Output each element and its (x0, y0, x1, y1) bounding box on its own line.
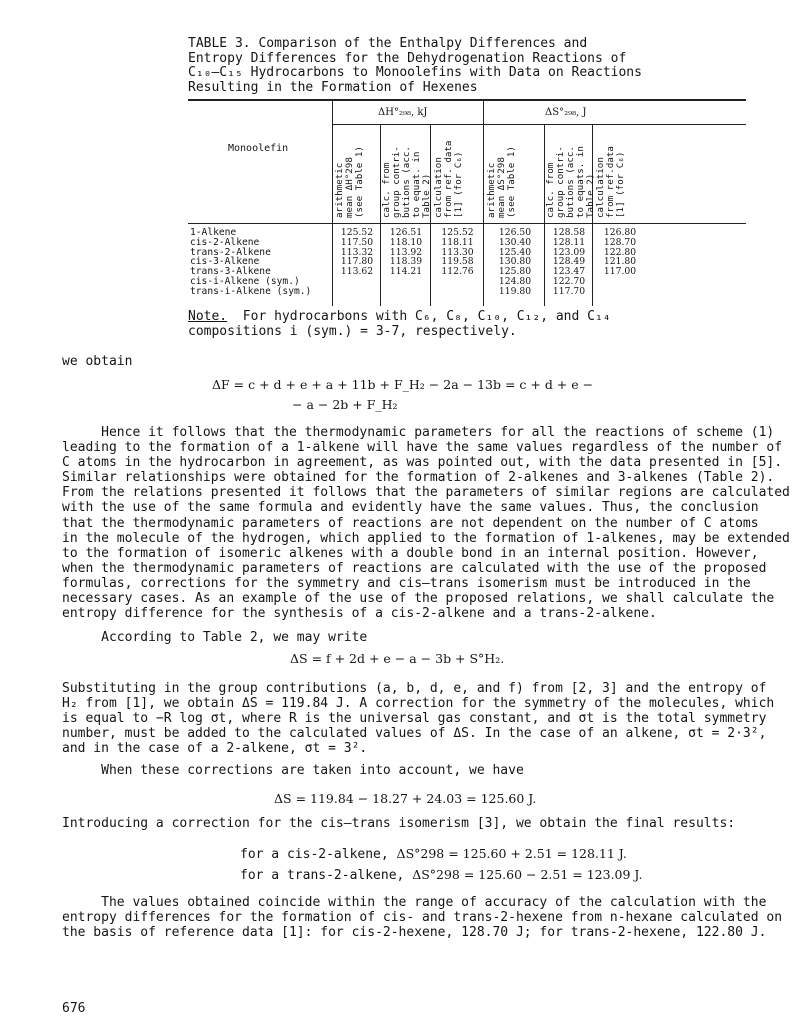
we-obtain-text: we obtain (62, 354, 133, 369)
col-header-entropy-ref: calculation from ref.data [1] (for C₆) (595, 146, 626, 218)
text-line: in the molecule of the hydrogen, which applied to the formation of 1-alkenes, may be extended (62, 530, 790, 546)
group-divider-rule (332, 124, 746, 125)
table-cell: 119.58 (441, 256, 474, 268)
corrections-text: When these corrections are taken into account, we have (62, 763, 524, 778)
text-line: the basis of reference data [1]: for cis-2-hexene, 128.70 J; for trans-2-hexene, 122.80 J. (62, 925, 767, 941)
text-line: necessary cases. As an example of the use of the proposed relations, we shall calculate the (62, 591, 775, 607)
caption-line: Resulting in the Formation of Hexenes (188, 79, 478, 95)
text-line: when the thermodynamic parameters of reactions are calculated with the use of the proposed (62, 560, 767, 576)
table-cell: 113.62 (340, 266, 374, 278)
table-cell: 112.76 (441, 266, 474, 278)
equation-delta-f-line2: − a − 2b + F_H₂ (292, 397, 398, 412)
row-name: cis-2-Alkene (190, 236, 260, 248)
final-trans-label: for a trans-2-alkene, (240, 868, 413, 883)
table-cell: 125.80 (498, 266, 532, 278)
table-cell: 114.21 (389, 266, 423, 278)
row-name: cis-3-Alkene (190, 256, 260, 268)
introducing-text: Introducing a correction for the cis–trans isomerism [3], we obtain the final results: (62, 816, 736, 831)
col-header-enthalpy-calc: calc. from group contri- butions (acc. to equat. in Table 2) (381, 146, 432, 218)
table-cell: 117.70 (552, 285, 586, 297)
note-label: Note. (188, 309, 228, 324)
equation-delta-s: ΔS = f + 2d + e − a − 3b + S°H₂. (290, 651, 505, 666)
data-column-entropy-calc (546, 228, 592, 297)
text-line: entropy difference for the synthesis of a cis-2-alkene and a trans-2-alkene. (62, 606, 657, 622)
table-cell: 118.11 (441, 236, 474, 248)
paragraph (62, 895, 783, 941)
table-cell: 113.30 (441, 246, 474, 258)
table-cell: 126.51 (389, 227, 423, 238)
data-column-entropy-mean (486, 228, 544, 297)
table-cell: 118.10 (389, 236, 423, 248)
table-cell: 118.39 (389, 256, 423, 268)
table-cell: 113.92 (389, 246, 423, 258)
final-cis-label: for a cis-2-alkene, (240, 847, 397, 862)
text-line: The values obtained coincide within the range of accuracy of the calculation with the (62, 895, 767, 910)
entropy-group-header: ΔS°₂₉₈, J (545, 107, 587, 118)
text-line: and in the case of a 2-alkene, σt = 3². (62, 741, 368, 757)
table-cell: 122.80 (603, 246, 637, 258)
col-header-enthalpy-mean: arithmetic mean ΔH°298 (see Table 1) (334, 146, 365, 218)
text-line: formulas, corrections for the symmetry and cis–trans isomerism must be introduced in the (62, 575, 751, 591)
final-trans-equation: ΔS°298 = 125.60 − 2.51 = 123.09 J. (412, 867, 643, 882)
text-line: leading to the formation of a 1-alkene will have the same values regardless of the number of (62, 440, 783, 456)
equation-delta-f-line1: ΔF = c + d + e + a + 11b + F_H₂ − 2a − 13b = c + d + e − (212, 377, 594, 392)
text-line: Hence it follows that the thermodynamic parameters for all the reactions of scheme (1) (62, 425, 775, 440)
table-cell: 124.80 (498, 275, 532, 287)
table-cell: 117.00 (603, 266, 637, 278)
enthalpy-group-header: ΔH°₂₉₈, kJ (378, 107, 428, 118)
data-column-enthalpy-mean (334, 228, 380, 277)
page-number: 676 (62, 1001, 86, 1016)
caption-line: Entropy Differences for the Dehydrogenation Reactions of (188, 50, 627, 66)
table-cell: 123.09 (552, 246, 586, 258)
table-cell: 128.49 (552, 256, 586, 268)
text-line: is equal to −R log σt, where R is the universal gas constant, and σt is the total symmetry (62, 711, 767, 727)
text-line: C atoms in the hydrocarbon in agreement, as was pointed out, with the data presented in [5]. (62, 455, 783, 471)
data-column-enthalpy-calc (382, 228, 430, 277)
row-name: trans-i-Alkene (sym.) (190, 285, 312, 297)
table-note (188, 310, 611, 339)
table-cell: 113.32 (340, 246, 374, 258)
final-trans-result (240, 866, 642, 884)
col-rule (483, 100, 484, 306)
table-cell: 117.80 (340, 256, 374, 268)
table-top-rule (188, 99, 746, 101)
table-cell: 123.47 (552, 266, 586, 278)
final-cis-equation: ΔS°298 = 125.60 + 2.51 = 128.11 J. (396, 846, 627, 861)
row-header: Monoolefin (228, 143, 289, 154)
final-cis-result (240, 845, 627, 863)
note-text: For hydrocarbons with C₆, C₈, C₁₀, C₁₂, and C₁₄ (227, 309, 611, 324)
equation-corrected: ΔS = 119.84 − 18.27 + 24.03 = 125.60 J. (274, 791, 537, 806)
table-cell: 121.80 (603, 256, 637, 268)
row-name: trans-3-Alkene (190, 266, 271, 278)
row-name: trans-2-Alkene (190, 246, 271, 258)
table-cell: 126.50 (498, 227, 532, 238)
paragraph (62, 681, 775, 757)
table-cell: 119.80 (498, 285, 532, 297)
text-line: entropy differences for the formation of cis- and trans-2-hexene from n-hexane calculated on (62, 910, 783, 926)
data-column-enthalpy-ref (432, 228, 483, 277)
table-cell: 130.40 (498, 236, 532, 248)
col-header-enthalpy-ref: calculation from ref. data [1] (for C₆) (433, 140, 464, 218)
table-cell: 125.52 (340, 227, 374, 238)
table-cell: 117.50 (340, 236, 374, 248)
text-line: that the thermodynamic parameters of reactions are not dependent on the number of C atoms (62, 515, 759, 531)
text-line: to the formation of isomeric alkenes with a double bond in an internal position. However, (62, 545, 759, 561)
row-name: cis-i-Alkene (sym.) (190, 275, 300, 287)
according-text: According to Table 2, we may write (62, 630, 368, 645)
table-cell: 128.70 (603, 236, 637, 248)
text-line: Similar relationships were obtained for the formation of 2-alkenes and 3-alkenes (Table 2). (62, 470, 775, 486)
caption-line: TABLE 3. Comparison of the Enthalpy Differences and (188, 36, 588, 51)
note-text: compositions i (sym.) = 3-7, respectively. (188, 323, 517, 339)
table-header-rule (188, 223, 746, 224)
table-caption (188, 37, 648, 95)
text-line: H₂ from [1], we obtain ΔS = 119.84 J. A correction for the symmetry of the molecules, which (62, 696, 775, 712)
row-name: 1-Alkene (190, 227, 237, 238)
caption-line: C₁₀–C₁₅ Hydrocarbons to Monoolefins with Data on Reactions (188, 65, 642, 81)
col-header-entropy-mean: arithmetic mean ΔS°298 (see Table 1) (486, 146, 517, 218)
data-column-entropy-ref (594, 228, 646, 277)
text-line: with the use of the same formula and evidently have the same values. Thus, the conclusion (62, 500, 759, 516)
table-cell: 125.40 (498, 246, 532, 258)
col-rule (332, 100, 333, 306)
table-cell: 126.80 (603, 227, 637, 238)
text-line: Substituting in the group contributions (a, b, d, e, and f) from [2, 3] and the entropy of (62, 681, 767, 696)
col-header-entropy-calc: calc. from group contri- butions (acc. to equats. in Table 2) (545, 146, 596, 218)
paragraph (62, 425, 790, 622)
table-cell: 122.70 (552, 275, 586, 287)
text-line: From the relations presented it follows that the parameters of similar regions are calculated (62, 485, 790, 501)
row-names (190, 228, 311, 297)
text-line: number, must be added to the calculated values of ΔS. In the case of an alkene, σt = 2·3², (62, 726, 767, 742)
table-cell: 125.52 (441, 227, 474, 238)
table-cell: 128.58 (552, 227, 586, 238)
table-cell: 130.80 (498, 256, 532, 268)
table-cell: 128.11 (552, 236, 586, 248)
